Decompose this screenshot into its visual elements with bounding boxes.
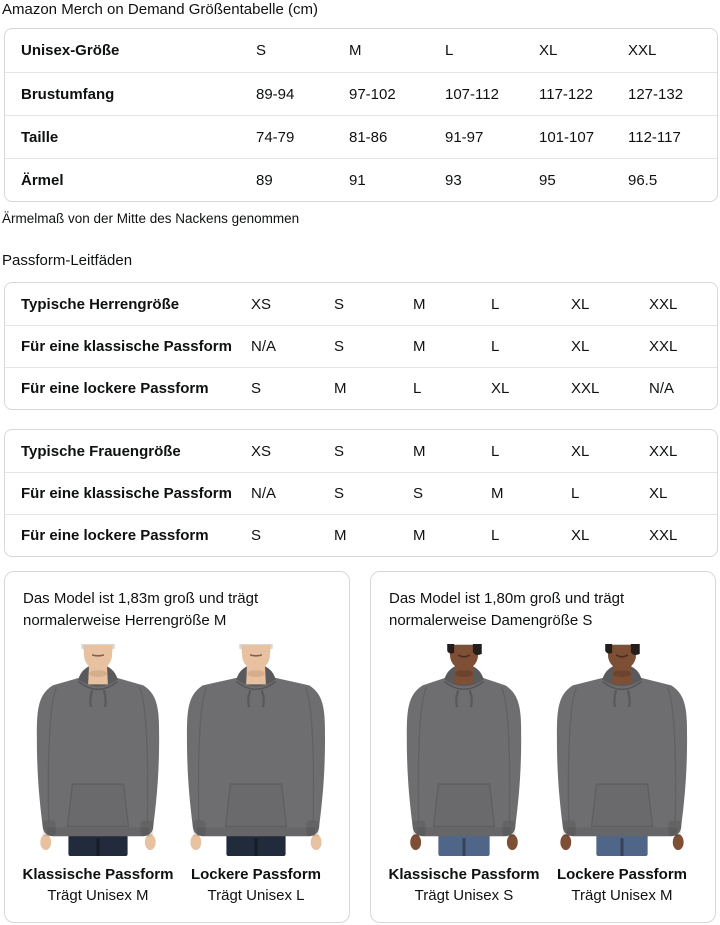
- fit-value: XXL: [649, 295, 678, 313]
- size-table: [4, 28, 718, 202]
- table-row-header: [5, 29, 717, 72]
- mens-figures: [19, 644, 335, 912]
- fit-value: XL: [649, 472, 717, 514]
- size-value: 97-102: [349, 72, 445, 115]
- fit-value: N/A: [649, 367, 717, 409]
- fit-caption: Klassische Passform: [388, 866, 540, 883]
- table-row-typical-mens-size: [5, 283, 717, 325]
- mens-model-card: [4, 571, 350, 923]
- row-label: Für eine lockere Passform: [5, 367, 251, 409]
- row-label: Typische Herrengröße: [21, 295, 180, 313]
- size-value: 95: [539, 158, 628, 201]
- fit-value: S: [334, 325, 413, 367]
- fit-value: M: [413, 295, 426, 313]
- fit-value: XL: [571, 514, 649, 556]
- table-row-loose-fit: [5, 367, 717, 409]
- fit-value: XXL: [649, 442, 678, 460]
- size-value: 93: [445, 158, 539, 201]
- table-row-chest: [5, 72, 717, 115]
- size-value: 91-97: [445, 115, 539, 158]
- row-label: Taille: [5, 115, 256, 158]
- womens-fit-table: [4, 429, 718, 557]
- fit-value: L: [491, 514, 571, 556]
- size-value: 91: [349, 158, 445, 201]
- row-label: Ärmel: [5, 158, 256, 201]
- fit-value: XS: [251, 442, 272, 460]
- table-row-typical-womens-size: [5, 430, 717, 472]
- mens-fit-table: [4, 282, 718, 410]
- fit-value: XL: [571, 295, 590, 313]
- size-value: 112-117: [628, 115, 717, 158]
- fit-value: S: [251, 367, 334, 409]
- table-row-loose-fit: [5, 514, 717, 556]
- fit-value: L: [413, 367, 491, 409]
- womens-figures: [385, 644, 701, 912]
- fit-value: S: [251, 514, 334, 556]
- womens-loose-fit-figure: [543, 644, 701, 912]
- fit-value: S: [334, 295, 345, 313]
- size-caption: Trägt Unisex M: [47, 887, 149, 904]
- page-title: Amazon Merch on Demand Größentabelle (cm): [2, 1, 318, 18]
- size-value: 81-86: [349, 115, 445, 158]
- fit-guides-heading: Passform-Leitfäden: [2, 252, 133, 269]
- womens-model-card: [370, 571, 716, 923]
- size-col-m: M: [349, 42, 362, 59]
- table-row-classic-fit: [5, 325, 717, 367]
- fit-value: XL: [571, 325, 649, 367]
- fit-value: XS: [251, 295, 272, 313]
- fit-value: M: [413, 325, 491, 367]
- model-photo-womens-classic: [385, 644, 543, 856]
- model-photo-mens-classic: [19, 644, 177, 856]
- size-value: 74-79: [256, 115, 349, 158]
- mens-loose-fit-figure: [177, 644, 335, 912]
- row-label: Unisex-Größe: [21, 42, 120, 59]
- size-value: 127-132: [628, 72, 717, 115]
- size-value: 89-94: [256, 72, 349, 115]
- model-photo-womens-loose: [543, 644, 701, 856]
- fit-value: L: [571, 472, 649, 514]
- size-value: 117-122: [539, 72, 628, 115]
- size-value: 101-107: [539, 115, 628, 158]
- womens-model-description: Das Model ist 1,80m groß und trägt normalerweise Damengröße S: [389, 590, 625, 629]
- womens-classic-fit-figure: [385, 644, 543, 912]
- size-col-xxl: XXL: [628, 42, 657, 59]
- table-row-classic-fit: [5, 472, 717, 514]
- row-label: Für eine klassische Passform: [5, 325, 251, 367]
- table-row-sleeve: [5, 158, 717, 201]
- fit-caption: Lockere Passform: [190, 866, 322, 883]
- fit-value: N/A: [251, 472, 334, 514]
- mens-classic-fit-figure: [19, 644, 177, 912]
- mens-model-description: Das Model ist 1,83m groß und trägt normalerweise Herrengröße M: [23, 590, 259, 629]
- row-label: Typische Frauengröße: [21, 442, 181, 460]
- fit-value: XXL: [649, 514, 717, 556]
- row-label: Brustumfang: [5, 72, 256, 115]
- fit-value: S: [334, 442, 345, 460]
- size-value: 89: [256, 158, 349, 201]
- size-caption: Trägt Unisex L: [207, 887, 305, 904]
- size-value: 107-112: [445, 72, 539, 115]
- row-label: Für eine klassische Passform: [5, 472, 251, 514]
- size-value: 96.5: [628, 158, 717, 201]
- size-col-s: S: [256, 42, 267, 59]
- fit-value: S: [413, 472, 491, 514]
- fit-value: M: [334, 367, 413, 409]
- size-caption: Trägt Unisex M: [571, 887, 673, 904]
- row-label: Für eine lockere Passform: [5, 514, 251, 556]
- fit-value: XL: [491, 367, 571, 409]
- fit-value: S: [334, 472, 413, 514]
- size-caption: Trägt Unisex S: [414, 887, 514, 904]
- fit-value: M: [491, 472, 571, 514]
- fit-value: XL: [571, 442, 590, 460]
- fit-value: XXL: [649, 325, 717, 367]
- fit-value: L: [491, 442, 500, 460]
- model-photo-mens-loose: [177, 644, 335, 856]
- size-col-l: L: [445, 42, 454, 59]
- fit-value: XXL: [571, 367, 649, 409]
- fit-value: M: [334, 514, 413, 556]
- fit-value: M: [413, 514, 491, 556]
- fit-value: M: [413, 442, 426, 460]
- model-cards: [4, 571, 716, 923]
- fit-caption: Lockere Passform: [556, 866, 688, 883]
- fit-value: N/A: [251, 325, 334, 367]
- fit-caption: Klassische Passform: [22, 866, 174, 883]
- table-row-waist: [5, 115, 717, 158]
- size-col-xl: XL: [539, 42, 558, 59]
- fit-value: L: [491, 325, 571, 367]
- sleeve-note: Ärmelmaß von der Mitte des Nackens genommen: [2, 211, 300, 226]
- fit-value: L: [491, 295, 500, 313]
